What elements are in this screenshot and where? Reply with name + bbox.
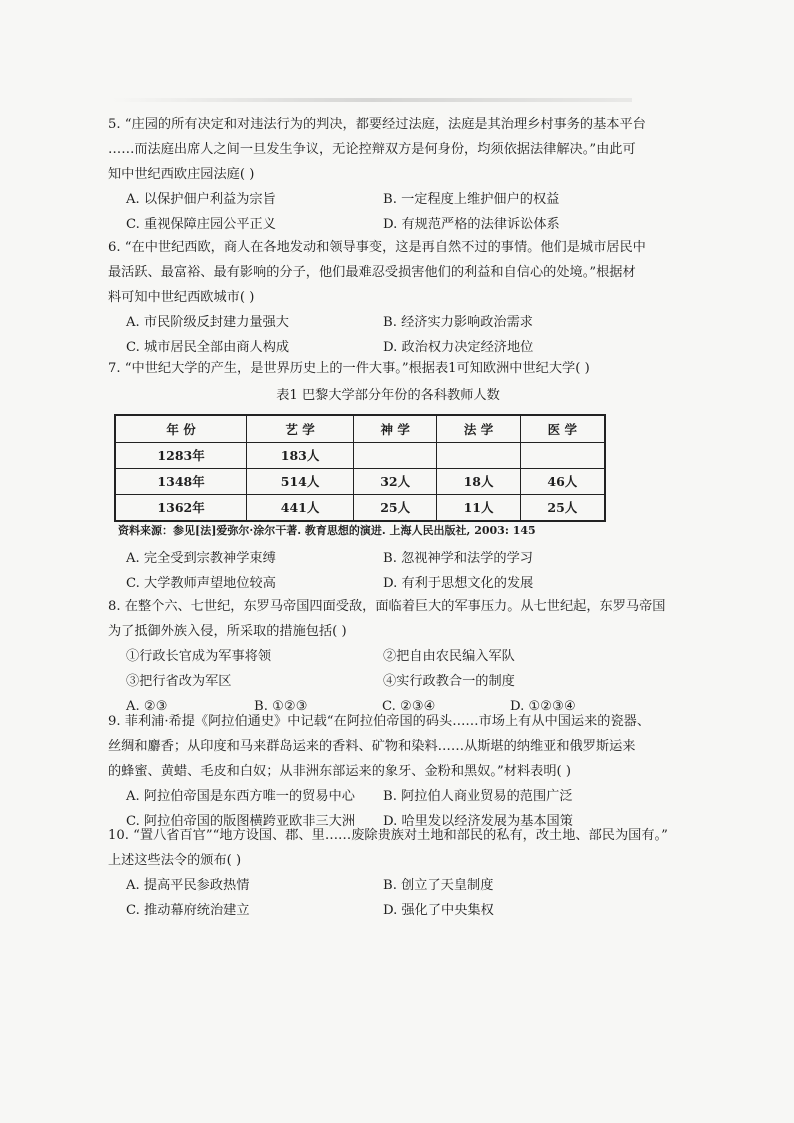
option-b[interactable]: B. 一定程度上维护佃户的权益: [383, 192, 560, 207]
table-header-cell: 神 学: [353, 415, 436, 443]
statement-item: ④实行政教合一的制度: [383, 674, 515, 689]
option-a[interactable]: A. 提高平民参政热情: [126, 878, 250, 893]
table-cell: 183人: [247, 443, 354, 469]
table-cell: 514人: [247, 469, 354, 495]
question-9: [108, 709, 668, 834]
question-5-stem-line: ……而法庭出席人之间一旦发生争议，无论控辩双方是何身份，均须依据法律解决。”由此可: [108, 142, 636, 157]
question-7-options: [126, 546, 668, 596]
question-8: [108, 594, 668, 719]
question-8-stem-line: 为了抵御外族入侵，所采取的措施包括( ): [108, 624, 347, 639]
option-d[interactable]: D. 强化了中央集权: [383, 903, 494, 918]
question-9-stem-line: 9. 菲利浦·希提《阿拉伯通史》中记载“在阿拉伯帝国的码头……市场上有从中国运来的瓷器、: [108, 714, 651, 729]
table-header-cell: 艺 学: [247, 415, 354, 443]
question-10-stem-line: 上述这些法令的颁布( ): [108, 853, 242, 868]
scan-artifact: [112, 98, 632, 102]
table-cell: [353, 443, 436, 469]
question-10: [108, 823, 668, 923]
question-5-stem-line: 知中世纪西欧庄园法庭( ): [108, 167, 255, 182]
table-cell: 46人: [520, 469, 605, 495]
question-6-options: [126, 310, 668, 360]
table-cell: 11人: [437, 495, 520, 522]
statement-item: ③把行省改为军区: [126, 674, 232, 689]
table-cell: 32人: [353, 469, 436, 495]
statement-item: ②把自由农民编入军队: [383, 649, 515, 664]
table-cell: [520, 443, 605, 469]
option-b[interactable]: B. 忽视神学和法学的学习: [383, 551, 533, 566]
option-a[interactable]: A. ②③: [126, 699, 168, 714]
table-cell: 25人: [520, 495, 605, 522]
table-header-cell: 年 份: [115, 415, 247, 443]
option-d[interactable]: D. 有利于思想文化的发展: [383, 576, 534, 591]
table-row: [115, 495, 605, 522]
table-header-row: [115, 415, 605, 443]
option-c[interactable]: C. 大学教师声望地位较高: [126, 576, 276, 591]
question-6-stem-line: 6. “在中世纪西欧，商人在各地发动和领导事变，这是再自然不过的事情。他们是城市居民中: [108, 240, 646, 255]
table-cell: 1362年: [115, 495, 247, 522]
question-9-stem-line: 的蜂蜜、黄蜡、毛皮和白奴；从非洲东部运来的象牙、金粉和黑奴。”材料表明( ): [108, 764, 571, 779]
table-row: [115, 443, 605, 469]
table-cell: 1348年: [115, 469, 247, 495]
option-c[interactable]: C. 推动幕府统治建立: [126, 903, 250, 918]
option-a[interactable]: A. 市民阶级反封建力量强大: [126, 315, 289, 330]
option-b[interactable]: B. 创立了天皇制度: [383, 878, 494, 893]
option-c[interactable]: C. 重视保障庄园公平正义: [126, 217, 276, 232]
table-header-cell: 医 学: [520, 415, 605, 443]
question-8-items: [126, 644, 668, 694]
table-cell: 1283年: [115, 443, 247, 469]
question-7: [108, 356, 668, 596]
option-d[interactable]: D. 政治权力决定经济地位: [383, 340, 534, 355]
option-b[interactable]: B. 经济实力影响政治需求: [383, 315, 533, 330]
table-cell: 18人: [437, 469, 520, 495]
option-c[interactable]: C. 阿拉伯帝国的版图横跨亚欧非三大洲: [126, 814, 356, 829]
option-d[interactable]: D. 哈里发以经济发展为基本国策: [383, 814, 573, 829]
question-10-stem-line: 10. “置八省百官”“地方设国、郡、里……废除贵族对土地和部民的私有，改土地、部民为国有。”: [108, 828, 668, 843]
option-a[interactable]: A. 以保护佃户利益为宗旨: [126, 192, 276, 207]
table-cell: 441人: [247, 495, 354, 522]
option-a[interactable]: A. 阿拉伯帝国是东西方唯一的贸易中心: [126, 789, 355, 804]
option-b[interactable]: B. ①②③: [254, 699, 308, 714]
option-b[interactable]: B. 阿拉伯人商业贸易的范围广泛: [383, 789, 573, 804]
table-cell: 25人: [353, 495, 436, 522]
question-5-options: [126, 187, 668, 237]
teacher-count-table: [114, 414, 606, 522]
question-5: [108, 112, 668, 237]
table-header-cell: 法 学: [437, 415, 520, 443]
question-7-stem-line: 7. “中世纪大学的产生，是世界历史上的一件大事。”根据表1可知欧洲中世纪大学( ): [108, 361, 590, 376]
question-6: [108, 235, 668, 360]
option-d[interactable]: D. ①②③④: [510, 699, 576, 714]
question-10-options: [126, 873, 668, 923]
table-row: [115, 469, 605, 495]
question-6-stem-line: 最活跃、最富裕、最有影响的分子，他们最难忍受损害他们的利益和自信心的处境。”根据材: [108, 265, 636, 280]
option-c[interactable]: C. ②③④: [382, 699, 436, 714]
option-c[interactable]: C. 城市居民全部由商人构成: [126, 340, 290, 355]
option-a[interactable]: A. 完全受到宗教神学束缚: [126, 551, 276, 566]
table-caption: 表1 巴黎大学部分年份的各科教师人数: [276, 388, 500, 403]
question-6-stem-line: 料可知中世纪西欧城市( ): [108, 290, 255, 305]
question-9-stem-line: 丝绸和麝香；从印度和马来群岛运来的香料、矿物和染料……从斯堪的纳维亚和俄罗斯运来: [108, 739, 636, 754]
question-5-stem-line: 5. “庄园的所有决定和对违法行为的判决，都要经过法庭，法庭是其治理乡村事务的基本平台: [108, 117, 646, 132]
statement-item: ①行政长官成为军事将领: [126, 649, 272, 664]
table-source-note: 资料来源：参见[法]爱弥尔·涂尔干著. 教育思想的演进. 上海人民出版社, 2003: 145: [118, 524, 536, 537]
question-8-stem-line: 8. 在整个六、七世纪，东罗马帝国四面受敌，面临着巨大的军事压力。从七世纪起，东罗马帝国: [108, 599, 666, 614]
table-cell: [437, 443, 520, 469]
option-d[interactable]: D. 有规范严格的法律诉讼体系: [383, 217, 560, 232]
